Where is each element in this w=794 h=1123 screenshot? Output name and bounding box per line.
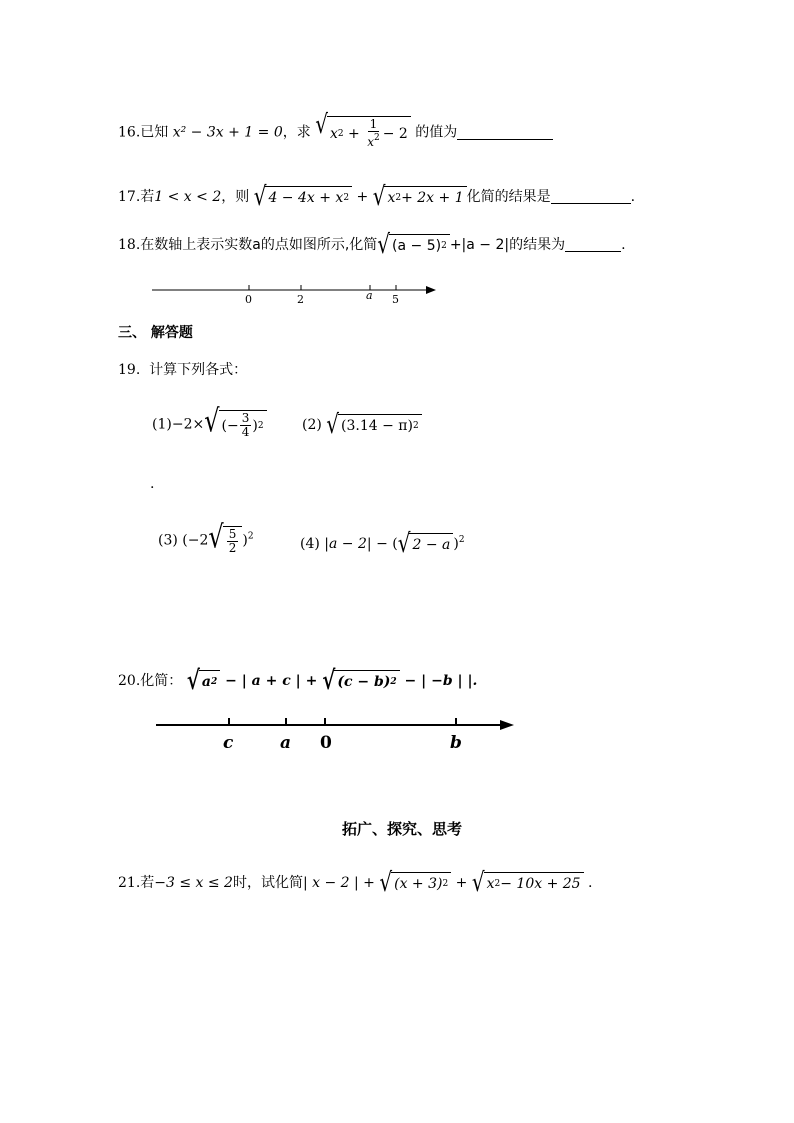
equation: x² − 3x + 1 = 0 <box>172 124 283 141</box>
radicand: (3.14 − π) <box>341 418 413 434</box>
radical-expression: √ (a − 5) 2 <box>377 234 450 256</box>
radicand: (c − b) <box>337 674 391 690</box>
axis-label-2: 2 <box>297 293 304 306</box>
answer-blank[interactable] <box>565 237 621 252</box>
period: . <box>621 237 626 253</box>
expression: | x − 2 | + <box>302 875 380 891</box>
radical-expression: √ (3.14 − π) 2 <box>326 414 421 436</box>
question-number: 17. <box>118 189 141 205</box>
answer-blank[interactable] <box>457 125 553 140</box>
question-21 <box>118 866 593 898</box>
axis-label-c: c <box>223 733 234 753</box>
radical-expression: √ x 2 − 10x + 25 <box>472 872 584 894</box>
radicand: (x + 3) <box>394 876 443 892</box>
number-line-q18 <box>148 280 440 306</box>
question-number: 19. <box>118 362 141 378</box>
radical-expression: √ (x + 3) 2 <box>379 872 451 894</box>
fraction-denominator: 4 <box>241 425 250 439</box>
part-label: (3) <box>158 532 178 549</box>
question-text: ，则 <box>221 189 250 205</box>
fraction <box>227 528 239 555</box>
q19-part-3: (3) (−2 √ $\frac{5}{2}$ )$^2$ <box>158 519 254 556</box>
period: . <box>630 189 636 205</box>
question-text: 在数轴上表示实数a的点如图所示,化简 <box>140 237 378 253</box>
radical-expression: √ (− $\frac{3}{4}$ ) 2 <box>204 410 266 439</box>
axis-label-b: b <box>450 733 462 753</box>
question-number: 18. <box>118 237 141 253</box>
question-text: +|a − 2|的结果为 <box>449 237 566 253</box>
fraction-numerator: 5 <box>228 527 237 541</box>
question-text: 的值为 <box>415 124 458 141</box>
number-line-q20 <box>150 712 520 756</box>
condition: 1 < x < 2 <box>154 189 222 205</box>
expression: (−2 <box>182 532 209 549</box>
question-20 <box>118 664 478 696</box>
period: . <box>583 875 593 891</box>
question-16 <box>118 108 553 149</box>
expression: |a − 2| <box>324 536 372 552</box>
radical-expression: √ 4 − 4x + x 2 <box>254 186 352 208</box>
section-title: 三、 解答题 <box>118 325 193 341</box>
q19-part-4: (4) |a − 2| − ( √ 2 − a )$^2$ <box>300 527 465 559</box>
axis-label-0: 0 <box>245 293 252 306</box>
part-label: (2) <box>302 417 322 433</box>
radical-tail: − 2 <box>382 125 408 142</box>
q19-part-2 <box>302 408 422 440</box>
axis-label-a: a <box>366 289 373 302</box>
question-19-title <box>118 360 247 380</box>
radical-expression: √ (c − b) 2 <box>322 670 399 692</box>
question-text: 计算下列各式： <box>149 362 248 378</box>
part-label: (1) <box>152 416 172 433</box>
question-18 <box>118 228 626 260</box>
question-text: 化简： <box>140 673 183 689</box>
radicand-tail: − 10x + 25 <box>500 876 581 892</box>
radicand: 4 − 4x + x <box>268 190 344 206</box>
question-text: 时，试化简 <box>232 875 303 891</box>
radicand: x <box>387 190 396 206</box>
radicand: (a − 5) <box>392 238 442 254</box>
question-number: 21. <box>118 875 141 891</box>
dot-mark: . <box>150 476 155 492</box>
axis-label-0: 0 <box>320 733 332 753</box>
axis-label-a: a <box>280 733 292 753</box>
question-text: 若 <box>140 875 155 891</box>
section-title-extension: 拓广、探究、思考 <box>342 820 463 838</box>
part-label: (4) <box>300 536 320 552</box>
radicand: a <box>201 674 211 690</box>
expression: − | a + c | + <box>220 673 323 689</box>
radical-expression: √ 2 − a <box>398 533 454 555</box>
question-text: ，求 <box>282 124 311 141</box>
expression: − | −b | |. <box>399 673 478 689</box>
question-text: 已知 <box>140 124 169 141</box>
axis-label-5: 5 <box>392 293 399 306</box>
radical-expression: √ a 2 <box>187 670 221 692</box>
fraction-numerator: 1 <box>369 117 378 131</box>
expression: + <box>451 875 472 891</box>
fraction-denominator: 2 <box>228 541 237 555</box>
expression: − ( <box>371 536 398 552</box>
expression: ) <box>453 536 459 552</box>
q19-part-1 <box>152 403 267 440</box>
question-number: 16. <box>118 124 141 141</box>
expression: −2× <box>171 416 205 433</box>
answer-blank[interactable] <box>551 189 631 204</box>
radicand: x <box>486 876 495 892</box>
question-text: 化简的结果是 <box>466 189 551 205</box>
radical-expression: √ x 2 + 2x + 1 <box>373 186 467 208</box>
question-text: 若 <box>140 189 155 205</box>
fraction <box>240 412 252 439</box>
radicand-tail: + 2x + 1 <box>401 190 464 206</box>
fraction: $\frac{1}{x^2}$ <box>367 117 380 149</box>
fraction-numerator: 3 <box>241 411 250 425</box>
radical-expression: √ $\frac{5}{2}$ <box>208 526 242 555</box>
condition: −3 ≤ x ≤ 2 <box>154 875 233 891</box>
radicand: 2 − a <box>412 537 451 553</box>
radical-expression: √ x 2 + $\frac{1}{x^2}$ − 2 <box>315 116 411 149</box>
question-number: 20. <box>118 673 141 689</box>
question-17: 17.若1 < x < 2，则 √ 4 − 4x + x 2 + √ x 2 + 2x + 1 化简的结果是 . <box>118 180 636 212</box>
